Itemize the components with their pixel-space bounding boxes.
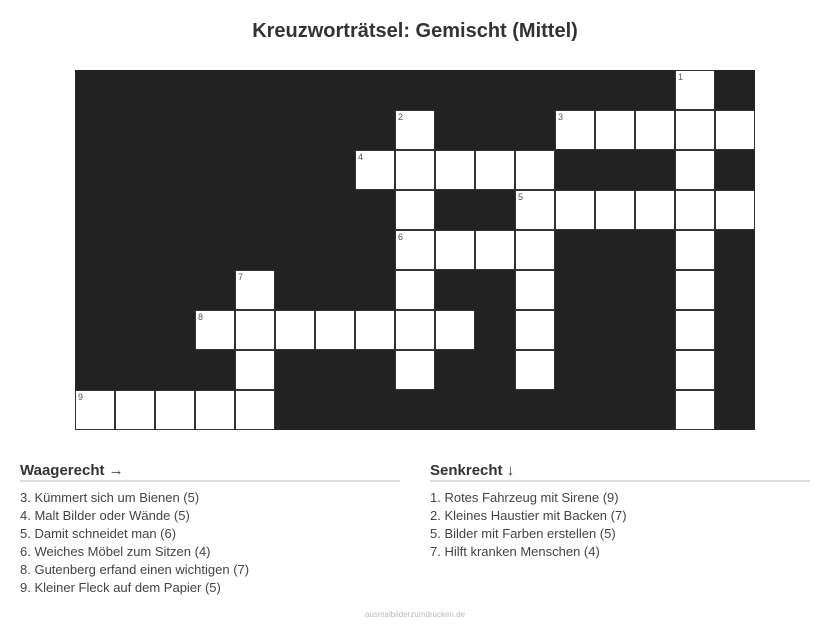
- grid-cell[interactable]: [395, 310, 435, 350]
- grid-cell[interactable]: [555, 110, 595, 150]
- grid-cell[interactable]: [515, 310, 555, 350]
- grid-cell[interactable]: [555, 190, 595, 230]
- grid-cell[interactable]: [235, 310, 275, 350]
- grid-cell[interactable]: [595, 190, 635, 230]
- grid-cell[interactable]: [395, 350, 435, 390]
- across-clue: 8. Gutenberg erfand einen wichtigen (7): [20, 562, 250, 577]
- across-heading: Waagerecht →: [20, 461, 400, 482]
- grid-cell[interactable]: [675, 70, 715, 110]
- grid-cell[interactable]: [675, 110, 715, 150]
- grid-cell[interactable]: [235, 390, 275, 430]
- grid-cell[interactable]: [715, 190, 755, 230]
- grid-cell[interactable]: [115, 390, 155, 430]
- down-clue: 5. Bilder mit Farben erstellen (5): [430, 526, 616, 541]
- grid-cell[interactable]: [675, 150, 715, 190]
- grid-cell[interactable]: [515, 150, 555, 190]
- grid-cell[interactable]: [675, 350, 715, 390]
- grid-cell[interactable]: [715, 110, 755, 150]
- grid-cell[interactable]: [355, 310, 395, 350]
- grid-cell[interactable]: [635, 190, 675, 230]
- grid-cell[interactable]: [435, 310, 475, 350]
- clue-number: 8: [198, 312, 204, 322]
- clue-number: 6: [398, 232, 404, 242]
- clue-number: 9: [78, 392, 84, 402]
- grid-cell[interactable]: [275, 310, 315, 350]
- grid-cell[interactable]: [195, 310, 235, 350]
- grid-cell[interactable]: [475, 150, 515, 190]
- clue-number: 5: [518, 192, 524, 202]
- page-title: Kreuzworträtsel: Gemischt (Mittel): [252, 20, 578, 42]
- grid-cell[interactable]: [395, 150, 435, 190]
- across-clue: 3. Kümmert sich um Bienen (5): [20, 490, 200, 505]
- down-clue: 1. Rotes Fahrzeug mit Sirene (9): [430, 490, 619, 505]
- clue-number: 1: [678, 72, 684, 82]
- clue-number: 4: [358, 152, 364, 162]
- grid-cell[interactable]: [195, 390, 235, 430]
- across-clue: 5. Damit schneidet man (6): [20, 526, 177, 541]
- grid-cell[interactable]: [675, 230, 715, 270]
- grid-cell[interactable]: [355, 150, 395, 190]
- down-clue: 2. Kleines Haustier mit Backen (7): [430, 508, 627, 523]
- grid-cell[interactable]: [155, 390, 195, 430]
- grid-cell[interactable]: [675, 390, 715, 430]
- clue-number: 2: [398, 112, 404, 122]
- grid-cell[interactable]: [515, 190, 555, 230]
- grid-cell[interactable]: [395, 230, 435, 270]
- grid-cell[interactable]: [435, 150, 475, 190]
- grid-cell[interactable]: [315, 310, 355, 350]
- across-clue: 6. Weiches Möbel zum Sitzen (4): [20, 544, 211, 559]
- grid-cell[interactable]: [435, 230, 475, 270]
- grid-cell[interactable]: [675, 310, 715, 350]
- across-clue: 4. Malt Bilder oder Wände (5): [20, 508, 190, 523]
- down-clues: [430, 461, 810, 561]
- down-heading: Senkrecht ↓: [430, 461, 810, 482]
- clue-number: 3: [558, 112, 564, 122]
- across-clues: [20, 461, 400, 597]
- grid-cell[interactable]: [395, 110, 435, 150]
- grid-cell[interactable]: [235, 270, 275, 310]
- grid-cell[interactable]: [235, 350, 275, 390]
- across-clue: 9. Kleiner Fleck auf dem Papier (5): [20, 580, 221, 595]
- grid-cell[interactable]: [395, 190, 435, 230]
- grid-cell[interactable]: [75, 390, 115, 430]
- grid-cell[interactable]: [475, 230, 515, 270]
- grid-cell[interactable]: [595, 110, 635, 150]
- clue-number: 7: [238, 272, 244, 282]
- footer-credit: ausmalbilderzumdrucken.de: [364, 610, 466, 619]
- grid-cell[interactable]: [675, 190, 715, 230]
- grid-cell[interactable]: [675, 270, 715, 310]
- grid-cell[interactable]: [515, 270, 555, 310]
- crossword-grid: [75, 70, 755, 430]
- down-clue: 7. Hilft kranken Menschen (4): [430, 544, 600, 559]
- grid-cell[interactable]: [395, 270, 435, 310]
- grid-cell[interactable]: [515, 350, 555, 390]
- grid-cell[interactable]: [635, 110, 675, 150]
- grid-cell[interactable]: [515, 230, 555, 270]
